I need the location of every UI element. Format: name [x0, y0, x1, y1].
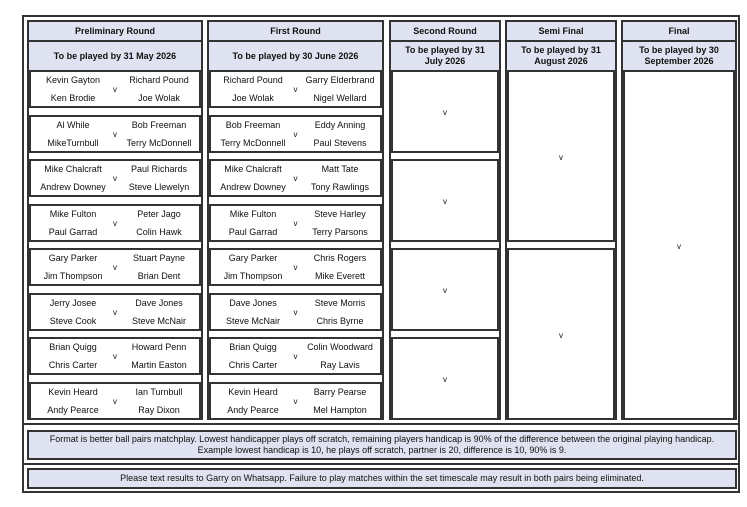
vs-label: v [559, 331, 563, 340]
player-name: Colin Woodward [307, 342, 373, 352]
round-deadline: To be played by 30 September 2026 [623, 42, 735, 72]
match-card [29, 337, 201, 375]
player-name: Jim Thompson [43, 271, 103, 281]
player-name: Richard Pound [223, 75, 283, 85]
player-name: Ian Turnbull [135, 386, 183, 397]
player-name: Paul Garrad [228, 226, 278, 237]
vs-label: v [443, 108, 447, 117]
player-name: Barry Pearse [313, 386, 367, 397]
second-round-match [391, 337, 499, 420]
footer-instructions: Please text results to Garry on Whatsapp. Failure to play matches within the set timescale may result in both pairs being eliminated. [27, 468, 737, 489]
player-name: Al While [56, 119, 90, 130]
vs-label: v [113, 174, 117, 183]
semi-final-match [507, 248, 615, 420]
second-round-match [391, 248, 499, 331]
player-name: Joe Wolak [138, 93, 180, 103]
match-card [29, 159, 201, 197]
player-name: Chris Carter [48, 360, 98, 370]
vs-label: v [113, 129, 117, 139]
vs-label: v [559, 153, 563, 162]
match-card [29, 204, 201, 242]
divider [22, 423, 740, 425]
player-name: Paul Stevens [313, 137, 367, 148]
round-deadline: To be played by 31 August 2026 [507, 42, 615, 72]
player-name: Brian Quigg [229, 342, 277, 352]
player-name: Martin Easton [131, 360, 187, 370]
vs-label: v [677, 242, 681, 251]
player-name: Dave Jones [135, 297, 183, 308]
match-card [29, 248, 201, 286]
vs-label: v [113, 396, 117, 406]
match-card [209, 115, 382, 153]
player-name: Brian Quigg [49, 342, 97, 352]
match-card [209, 337, 382, 375]
round-title: First Round [209, 22, 382, 42]
player-name: Peter Jago [137, 208, 181, 219]
vs-label: v [113, 352, 117, 361]
player-name: Bob Freeman [131, 119, 187, 130]
round-title: Semi Final [507, 22, 615, 42]
round-deadline: To be played by 31 July 2026 [391, 42, 499, 72]
player-name: Stuart Payne [132, 253, 186, 263]
vs-label: v [293, 129, 298, 139]
player-name: Paul Garrad [48, 226, 98, 237]
player-name: Garry Elderbrand [305, 75, 375, 85]
round-deadline: To be played by 30 June 2026 [209, 42, 382, 72]
player-name: Nigel Wellard [313, 93, 367, 103]
vs-label: v [293, 85, 298, 94]
player-name: Gary Parker [48, 253, 98, 263]
player-name: Mike Fulton [49, 208, 97, 219]
player-name: Andrew Downey [220, 182, 286, 192]
format-notes: Format is better ball pairs matchplay. Lowest handicapper plays off scratch, remaining players handicap is 90% of the difference between the original playing handicap. Example lowest handicap is 10, he plays off scratch, partner is 20, difference is 10, 90% is 9. [27, 430, 737, 460]
player-name: Dave Jones [229, 297, 277, 308]
match-card [209, 382, 382, 420]
vs-label: v [293, 174, 298, 183]
player-name: Steve Harley [314, 208, 366, 219]
player-name: Chris Carter [228, 360, 278, 370]
vs-label: v [443, 197, 447, 206]
player-name: Mike Everett [314, 271, 365, 281]
round-deadline: To be played by 31 May 2026 [29, 42, 201, 72]
divider [22, 463, 740, 465]
player-name: Jerry Josee [49, 297, 97, 308]
match-card [29, 115, 201, 153]
player-name: Ray Lavis [320, 360, 360, 370]
player-name: Terry Parsons [312, 226, 368, 237]
match-card [29, 293, 201, 331]
player-name: Mike Fulton [229, 208, 277, 219]
match-card [29, 382, 201, 420]
player-name: Joe Wolak [232, 93, 274, 103]
final-match [623, 70, 735, 420]
round-title: Second Round [391, 22, 499, 42]
player-name: Colin Hawk [136, 226, 182, 237]
player-name: Kevin Gayton [45, 75, 101, 85]
vs-label: v [113, 85, 117, 94]
second-round-match [391, 70, 499, 153]
player-name: Chris Rogers [313, 253, 367, 263]
player-name: Ken Brodie [50, 93, 96, 103]
player-name: Terry McDonnell [220, 137, 286, 148]
vs-label: v [293, 218, 298, 228]
second-round-match [391, 159, 499, 242]
match-card [209, 248, 382, 286]
vs-label: v [293, 352, 298, 361]
player-name: Paul Richards [130, 164, 188, 174]
match-card [209, 204, 382, 242]
player-name: Mike Chalcraft [44, 164, 102, 174]
vs-label: v [113, 218, 117, 228]
player-name: Brian Dent [137, 271, 181, 281]
player-name: Ray Dixon [138, 404, 180, 415]
match-card [209, 293, 382, 331]
player-name: Steve Morris [314, 297, 366, 308]
player-name: Matt Tate [321, 164, 359, 174]
player-name: Kevin Heard [228, 386, 278, 397]
player-name: Steve McNair [131, 315, 186, 326]
player-name: Howard Penn [131, 342, 187, 352]
player-name: MikeTurnbull [47, 137, 99, 148]
player-name: Kevin Heard [48, 386, 98, 397]
vs-label: v [293, 307, 298, 317]
vs-label: v [113, 263, 117, 272]
player-name: Terry McDonnell [126, 137, 192, 148]
player-name: Bob Freeman [225, 119, 281, 130]
player-name: Andy Pearce [227, 404, 279, 415]
player-name: Andrew Downey [40, 182, 106, 192]
player-name: Steve Cook [49, 315, 97, 326]
player-name: Mel Hampton [313, 404, 367, 415]
vs-label: v [293, 396, 298, 406]
match-card [209, 159, 382, 197]
match-card [209, 70, 382, 108]
round-title: Final [623, 22, 735, 42]
player-name: Jim Thompson [223, 271, 283, 281]
player-name: Steve Llewelyn [128, 182, 190, 192]
player-name: Chris Byrne [316, 315, 364, 326]
player-name: Steve McNair [225, 315, 280, 326]
vs-label: v [113, 307, 117, 317]
match-card [29, 70, 201, 108]
player-name: Mike Chalcraft [224, 164, 282, 174]
vs-label: v [443, 375, 447, 384]
player-name: Eddy Anning [314, 119, 366, 130]
round-title: Preliminary Round [29, 22, 201, 42]
player-name: Tony Rawlings [310, 182, 370, 192]
player-name: Andy Pearce [47, 404, 99, 415]
vs-label: v [293, 263, 298, 272]
player-name: Gary Parker [228, 253, 278, 263]
player-name: Richard Pound [129, 75, 189, 85]
vs-label: v [443, 286, 447, 295]
semi-final-match [507, 70, 615, 242]
